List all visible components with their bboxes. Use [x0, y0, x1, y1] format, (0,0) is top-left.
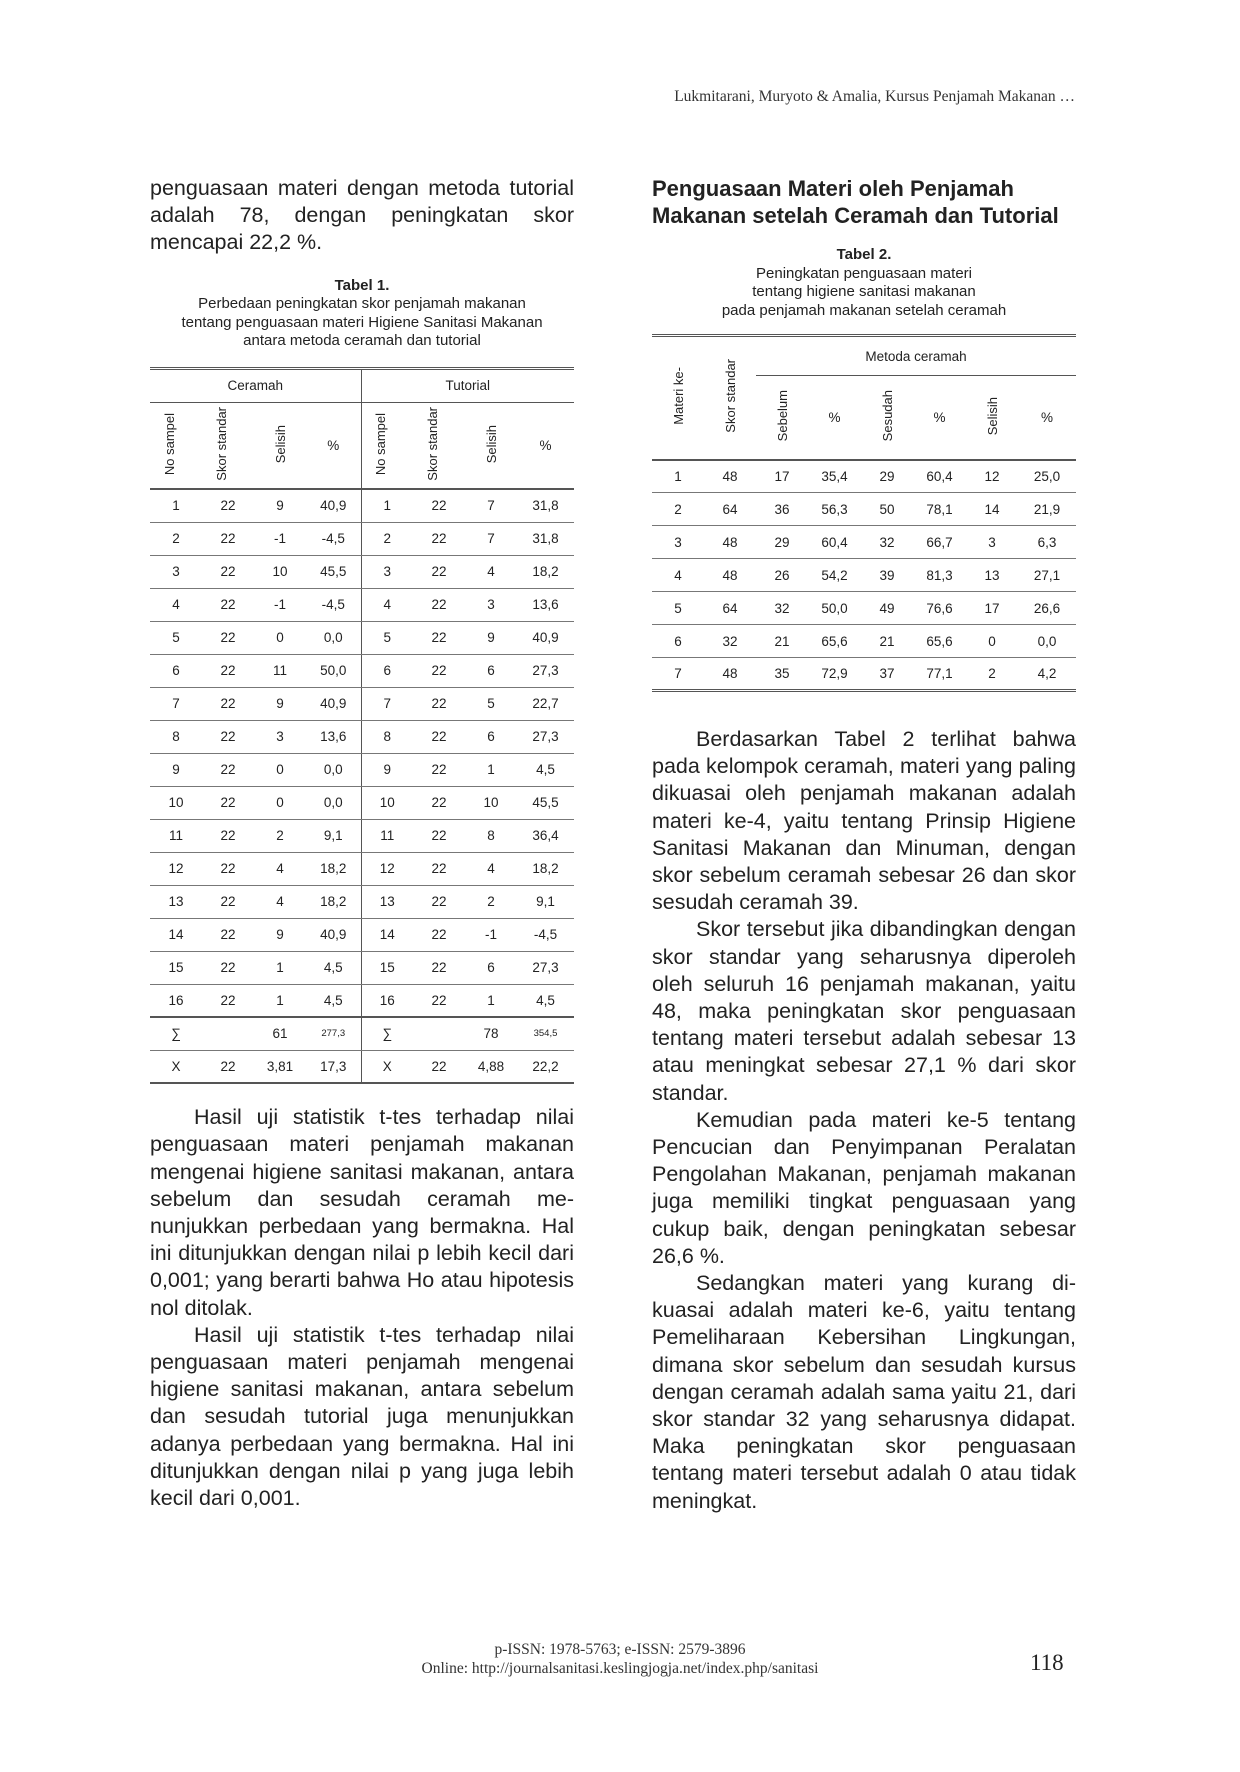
table-cell: -1	[254, 522, 306, 555]
table-cell: 9,1	[306, 819, 361, 852]
table-cell: 4,5	[306, 984, 361, 1017]
table-cell: -1	[465, 918, 517, 951]
table-cell: -4,5	[306, 588, 361, 621]
table-cell: 22	[202, 588, 254, 621]
table-cell: 7	[652, 658, 704, 691]
table1-col-selisih: Selisih	[483, 424, 499, 463]
table-cell: 22	[413, 753, 465, 786]
table-cell: 22	[413, 720, 465, 753]
table-cell: 9	[150, 753, 202, 786]
table2-group-header: Metoda ceramah	[756, 336, 1076, 376]
table-cell: 22	[202, 918, 254, 951]
table-cell: 0,0	[306, 621, 361, 654]
table1-col-skor: Skor standar	[214, 407, 229, 481]
table-cell: 48	[704, 526, 756, 559]
table-cell: 60,4	[913, 460, 966, 493]
table-cell: 1	[465, 984, 517, 1017]
table-cell: 3	[150, 555, 202, 588]
table-cell: 1	[361, 489, 413, 522]
table-row	[652, 526, 1076, 559]
table-cell: ∑	[150, 1017, 202, 1050]
table-cell: 22	[413, 852, 465, 885]
table-cell: X	[150, 1050, 202, 1083]
table1-col-pct: %	[539, 437, 552, 453]
table-cell: 5	[150, 621, 202, 654]
table1-group-tutorial: Tutorial	[361, 368, 574, 402]
table1-caption-line: Perbedaan peningkatan skor penjamah makanan	[198, 295, 526, 313]
table-cell: 2	[150, 522, 202, 555]
table-cell: 22	[202, 951, 254, 984]
paragraph: Hasil uji statistik t-tes terhadap nilai penguasaan materi penjamah makanan mengenai higiene sanitasi makanan, antara sebelum dan sesudah ceramah menunjukkan perbedaan yang bermakna. Hal ini ditunjukkan dengan nilai p lebih kecil dari 0,001; yang berarti bahwa Ho atau hipotesis nol ditolak.	[150, 1105, 574, 1320]
table-cell: 32	[756, 592, 808, 625]
table-row	[150, 720, 574, 753]
table-row	[150, 885, 574, 918]
paragraph: Hasil uji statistik t-tes terhadap nilai penguasaan materi penjamah mengenai higiene sanitasi makanan, antara sebelum dan sesudah tutorial juga menunjukkan adanya perbedaan yang bermakna. Hal ini ditunjukkan dengan nilai p yang juga lebih kecil dari 0,001.	[150, 1322, 574, 1510]
table1-caption	[150, 277, 574, 351]
table-cell: 9	[254, 687, 306, 720]
table-cell: 25,0	[1018, 460, 1076, 493]
table-cell: 61	[254, 1017, 306, 1050]
table-cell: 4	[465, 852, 517, 885]
table-cell: -4,5	[306, 522, 361, 555]
table-cell: 0,0	[1018, 625, 1076, 658]
table-cell: 76,6	[913, 592, 966, 625]
table-row	[150, 1017, 574, 1050]
table-cell: 27,3	[517, 654, 574, 687]
table-cell: 22	[202, 522, 254, 555]
table-cell: 32	[861, 526, 913, 559]
table-cell: 277,3	[306, 1017, 361, 1050]
table-cell: 9,1	[517, 885, 574, 918]
table-cell: 22	[413, 555, 465, 588]
table-cell: 18,2	[517, 852, 574, 885]
footer	[300, 1640, 940, 1678]
table-cell: 64	[704, 592, 756, 625]
table-cell: 50,0	[306, 654, 361, 687]
table-cell: 21,9	[1018, 493, 1076, 526]
table-cell: 4	[361, 588, 413, 621]
table2-col-sesudah: Sesudah	[879, 390, 895, 442]
table-cell: 21	[861, 625, 913, 658]
table-cell: 37	[861, 658, 913, 691]
table-cell: 1	[652, 460, 704, 493]
table-cell: 22	[413, 489, 465, 522]
table-cell: 81,3	[913, 559, 966, 592]
table1	[150, 367, 574, 1085]
table-cell: 10	[150, 786, 202, 819]
table-cell: 0	[966, 625, 1018, 658]
table-cell: 6	[465, 720, 517, 753]
table1-col-skor: Skor standar	[425, 407, 440, 481]
table-row	[150, 555, 574, 588]
table2-col-pct: %	[933, 409, 946, 425]
table-row	[150, 852, 574, 885]
table-row	[150, 654, 574, 687]
table-cell: 4	[150, 588, 202, 621]
table-cell: 27,1	[1018, 559, 1076, 592]
table-cell: 22	[202, 1050, 254, 1083]
table-cell: 40,9	[306, 687, 361, 720]
table-cell: 31,8	[517, 522, 574, 555]
table-cell: 22	[413, 588, 465, 621]
table-cell: 7	[361, 687, 413, 720]
table-cell: 1	[254, 951, 306, 984]
table-cell: 31,8	[517, 489, 574, 522]
table-cell: 0	[254, 753, 306, 786]
table-cell: 4,5	[517, 984, 574, 1017]
table-cell: 11	[254, 654, 306, 687]
table-cell: 22	[202, 720, 254, 753]
table1-col-selisih: Selisih	[272, 424, 288, 463]
table-cell: 49	[861, 592, 913, 625]
table-row	[652, 658, 1076, 691]
table-cell: 22	[413, 984, 465, 1017]
table-cell: 22	[413, 687, 465, 720]
table-cell: 17,3	[306, 1050, 361, 1083]
table-cell: 66,7	[913, 526, 966, 559]
table-cell: 4	[465, 555, 517, 588]
table-cell: 22	[202, 687, 254, 720]
table1-group-ceramah: Ceramah	[150, 368, 361, 402]
paragraph: Kemudian pada materi ke-5 tentang Pencucian dan Penyimpanan Peralatan Pengolahan Makanan, penjamah makanan juga memiliki tingkat penguasaan yang cukup baik, dengan peningkatan sebesar 26,6 %.	[652, 1107, 1076, 1268]
table-cell: 14	[150, 918, 202, 951]
table-cell: 17	[756, 460, 808, 493]
table-cell: 65,6	[808, 625, 861, 658]
table-cell: 2	[966, 658, 1018, 691]
table-cell: 22	[413, 885, 465, 918]
table1-caption-line: tentang penguasaan materi Higiene Sanitasi Makanan	[181, 313, 543, 331]
table-cell	[202, 1017, 254, 1050]
left-column	[150, 175, 574, 1512]
table-cell: 9	[465, 621, 517, 654]
table-cell: 27,3	[517, 951, 574, 984]
table-row	[150, 753, 574, 786]
table-cell: 22	[413, 522, 465, 555]
table-row	[150, 621, 574, 654]
table-cell: 10	[254, 555, 306, 588]
table-cell: 29	[756, 526, 808, 559]
table-row	[150, 1050, 574, 1083]
table-cell: X	[361, 1050, 413, 1083]
table-cell: 36,4	[517, 819, 574, 852]
table-cell: 2	[652, 493, 704, 526]
table-cell: 22	[202, 852, 254, 885]
table-row	[652, 559, 1076, 592]
table-cell: -1	[254, 588, 306, 621]
table2	[652, 334, 1076, 692]
table-cell: 22	[202, 753, 254, 786]
table1-title: Tabel 1.	[334, 276, 390, 294]
table-cell: 26,6	[1018, 592, 1076, 625]
page-number: 118	[1030, 1650, 1064, 1675]
table-cell: 22	[413, 621, 465, 654]
intro-paragraph: penguasaan materi dengan metoda tutorial adalah 78, dengan peningkatan skor mencapai 22,2 %.	[150, 176, 574, 255]
table-cell: 18,2	[517, 555, 574, 588]
table-cell: 12	[150, 852, 202, 885]
table-cell: 10	[361, 786, 413, 819]
table-cell: 5	[652, 592, 704, 625]
table-cell: 50,0	[808, 592, 861, 625]
table2-col-selisih: Selisih	[984, 396, 1000, 435]
table-cell: 48	[704, 460, 756, 493]
table-cell: 3	[652, 526, 704, 559]
table-cell: 22	[413, 786, 465, 819]
table-cell: 50	[861, 493, 913, 526]
table-cell: 40,9	[306, 489, 361, 522]
table-cell: 11	[150, 819, 202, 852]
table-cell: 0	[254, 786, 306, 819]
table-cell: 13	[150, 885, 202, 918]
table-cell: 4,2	[1018, 658, 1076, 691]
table-cell: 9	[361, 753, 413, 786]
table-cell: 12	[361, 852, 413, 885]
table-cell: 3	[966, 526, 1018, 559]
table-cell: 22	[413, 918, 465, 951]
table-cell: 7	[465, 522, 517, 555]
table-cell: 16	[361, 984, 413, 1017]
table-cell: 8	[150, 720, 202, 753]
section-heading: Penguasaan Materi oleh Penjamah Makanan setelah Ceramah dan Tutorial	[652, 176, 1059, 228]
footer-issn: p-ISSN: 1978-5763; e-ISSN: 2579-3896	[494, 1641, 746, 1658]
table-row	[150, 918, 574, 951]
paragraph: Sedangkan materi yang kurang dikuasai adalah materi ke-6, yaitu tentang Pemeliharaan Kebersihan Lingkungan, dimana skor sebelum dan sesudah kursus dengan ceramah adalah sama yaitu 21, dari skor standar 32 yang seharusnya didapat. Maka peningkatan skor penguasaan tentang materi tersebut adalah 0 atau tidak meningkat.	[652, 1271, 1076, 1513]
table-cell: 1	[465, 753, 517, 786]
table-cell: 22	[202, 984, 254, 1017]
right-column	[652, 175, 1076, 1515]
table-row	[150, 819, 574, 852]
table2-col-pct: %	[828, 409, 841, 425]
table-row	[652, 493, 1076, 526]
table-cell: 22,2	[517, 1050, 574, 1083]
table-cell: 26	[756, 559, 808, 592]
table2-caption-line: Peningkatan penguasaan materi	[756, 264, 972, 282]
table-cell: 0,0	[306, 786, 361, 819]
table-cell: 5	[465, 687, 517, 720]
table-cell: 77,1	[913, 658, 966, 691]
table-cell: 35	[756, 658, 808, 691]
table-cell: 13,6	[517, 588, 574, 621]
table-cell: 6	[465, 951, 517, 984]
table1-col-no: No sampel	[162, 412, 177, 475]
table-cell: 1	[254, 984, 306, 1017]
table-cell: 2	[361, 522, 413, 555]
table-cell: 4	[254, 852, 306, 885]
table-cell: 3	[361, 555, 413, 588]
table-cell: ∑	[361, 1017, 413, 1050]
table1-col-no: No sampel	[373, 412, 389, 475]
table-cell: 56,3	[808, 493, 861, 526]
table-cell: 13	[966, 559, 1018, 592]
table-cell: 22	[202, 885, 254, 918]
table-cell: 65,6	[913, 625, 966, 658]
table2-col-pct: %	[1040, 409, 1053, 425]
table-cell: 8	[361, 720, 413, 753]
table-cell: 3,81	[254, 1050, 306, 1083]
table-cell: 5	[361, 621, 413, 654]
table-cell: 6	[150, 654, 202, 687]
table-cell: 4,5	[306, 951, 361, 984]
table-cell: 14	[361, 918, 413, 951]
table-cell: 9	[254, 489, 306, 522]
table-cell: 78,1	[913, 493, 966, 526]
table-row	[150, 489, 574, 522]
table-cell: 11	[361, 819, 413, 852]
table-cell: 35,4	[808, 460, 861, 493]
table-cell: 3	[465, 588, 517, 621]
table-cell	[413, 1017, 465, 1050]
table-cell: 78	[465, 1017, 517, 1050]
table2-col-sebelum: Sebelum	[774, 390, 790, 442]
table-cell: 36	[756, 493, 808, 526]
table-cell: 54,2	[808, 559, 861, 592]
table-cell: 72,9	[808, 658, 861, 691]
table-cell: 3	[254, 720, 306, 753]
table-cell: 4	[254, 885, 306, 918]
table-cell: 2	[465, 885, 517, 918]
table-cell: 21	[756, 625, 808, 658]
table-row	[150, 984, 574, 1017]
table-row	[652, 592, 1076, 625]
table-cell: 40,9	[306, 918, 361, 951]
table2-title: Tabel 2.	[836, 246, 892, 263]
table-cell: 32	[704, 625, 756, 658]
table-cell: 22	[202, 621, 254, 654]
table-cell: 6	[465, 654, 517, 687]
table-cell: 22	[202, 654, 254, 687]
table-cell: 27,3	[517, 720, 574, 753]
table1-caption-line: antara metoda ceramah dan tutorial	[243, 332, 481, 350]
paragraph: Berdasarkan Tabel 2 terlihat bahwa pada kelompok ceramah, materi yang paling dikuasai oleh penjamah makanan adalah materi ke-4, yaitu tentang Prinsip Higiene Sanitasi Makanan dan Minuman, dengan skor sebelum ceramah sebesar 26 dan skor sesudah ceramah 39.	[652, 727, 1076, 915]
table-cell: 13,6	[306, 720, 361, 753]
table-cell: 1	[150, 489, 202, 522]
table-cell: 2	[254, 819, 306, 852]
table-cell: 18,2	[306, 885, 361, 918]
table2-caption	[652, 246, 1076, 320]
table-cell: 29	[861, 460, 913, 493]
table-cell: 22	[202, 555, 254, 588]
table-row	[652, 625, 1076, 658]
table-cell: 22	[202, 786, 254, 819]
table-cell: 0	[254, 621, 306, 654]
table-cell: 7	[465, 489, 517, 522]
table-cell: 4	[652, 559, 704, 592]
table2-col-skor: Skor standar	[722, 359, 738, 434]
table-row	[652, 460, 1076, 493]
table2-caption-line: tentang higiene sanitasi makanan	[752, 283, 976, 300]
table-cell: 16	[150, 984, 202, 1017]
table-cell: 9	[254, 918, 306, 951]
footer-online: Online: http://journalsanitasi.keslingjogja.net/index.php/sanitasi	[421, 1660, 819, 1677]
table-cell: 0,0	[306, 753, 361, 786]
table-cell: -4,5	[517, 918, 574, 951]
table-cell: 22	[413, 654, 465, 687]
table-cell: 6,3	[1018, 526, 1076, 559]
table-cell: 22	[413, 951, 465, 984]
table-cell: 10	[465, 786, 517, 819]
table-cell: 14	[966, 493, 1018, 526]
table-cell: 22	[202, 489, 254, 522]
table-row	[150, 588, 574, 621]
table-cell: 45,5	[517, 786, 574, 819]
table-cell: 45,5	[306, 555, 361, 588]
table-cell: 60,4	[808, 526, 861, 559]
table-cell: 48	[704, 559, 756, 592]
table-cell: 22	[202, 819, 254, 852]
table-cell: 13	[361, 885, 413, 918]
table-cell: 64	[704, 493, 756, 526]
table2-col-materi: Materi ke-	[670, 367, 686, 426]
table-cell: 4,88	[465, 1050, 517, 1083]
table-row	[150, 786, 574, 819]
table-row	[150, 687, 574, 720]
table-cell: 39	[861, 559, 913, 592]
table-cell: 40,9	[517, 621, 574, 654]
table1-col-pct: %	[306, 402, 361, 489]
table-cell: 17	[966, 592, 1018, 625]
table-cell: 15	[361, 951, 413, 984]
table-cell: 4,5	[517, 753, 574, 786]
table-row	[150, 951, 574, 984]
table-cell: 18,2	[306, 852, 361, 885]
table-cell: 15	[150, 951, 202, 984]
table-cell: 354,5	[517, 1017, 574, 1050]
table-cell: 22,7	[517, 687, 574, 720]
table-cell: 7	[150, 687, 202, 720]
paragraph: Skor tersebut jika dibandingkan dengan skor standar yang seharusnya diperoleh oleh seluruh 16 penjamah makanan, yaitu 48, maka peningkatan skor penguasaan tentang materi tersebut adalah sebesar 13 atau meningkat sebesar 27,1 % dari skor standar.	[652, 917, 1076, 1105]
table-row	[150, 522, 574, 555]
table-cell: 6	[361, 654, 413, 687]
table-cell: 8	[465, 819, 517, 852]
table-cell: 6	[652, 625, 704, 658]
table-cell: 12	[966, 460, 1018, 493]
table-cell: 48	[704, 658, 756, 691]
table-cell: 22	[413, 1050, 465, 1083]
table-cell: 22	[413, 819, 465, 852]
running-header: Lukmitarani, Muryoto & Amalia, Kursus Penjamah Makanan …	[674, 88, 1075, 105]
table2-caption-line: pada penjamah makanan setelah ceramah	[721, 301, 1007, 319]
